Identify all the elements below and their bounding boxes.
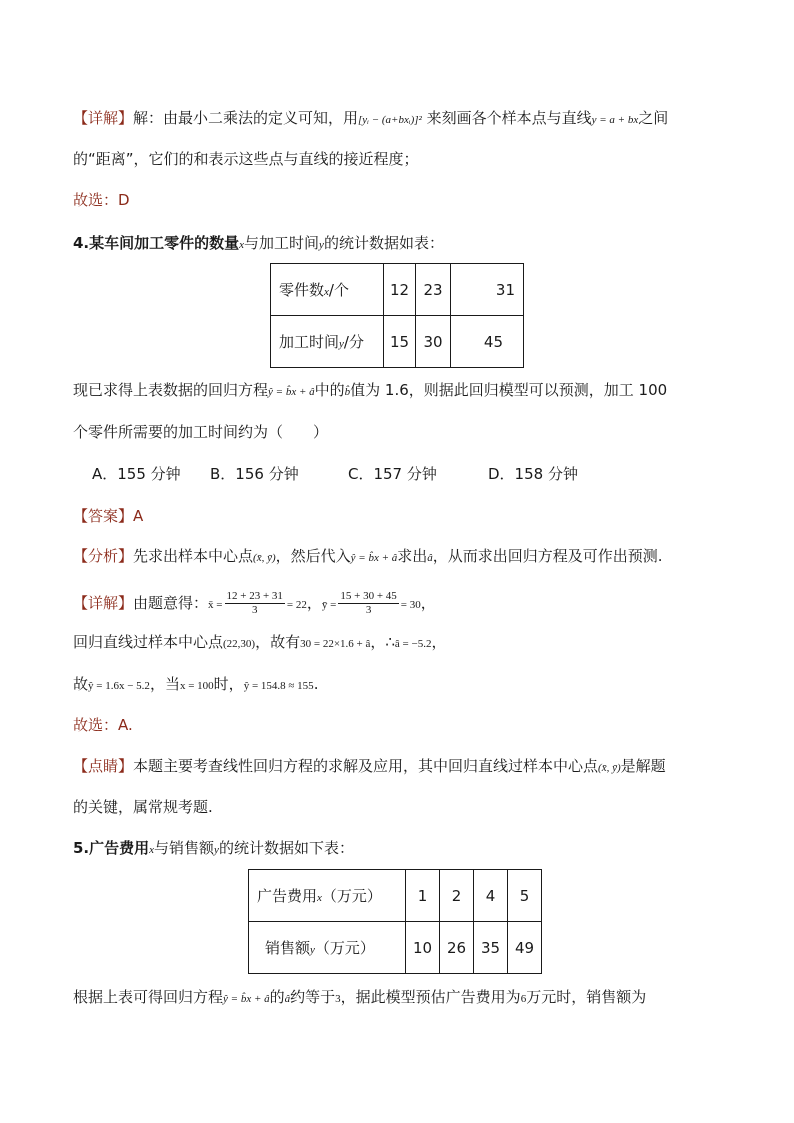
answer-line: [73, 506, 143, 526]
row-label: [271, 316, 384, 368]
detail-text-2: 来刻画各个样本点与直线: [426, 109, 592, 127]
equation: 30 = 22×1.6 + â: [300, 638, 371, 650]
table-cell: 2: [440, 870, 474, 922]
question-5-stem: [73, 838, 354, 860]
table-cell: 10: [406, 922, 440, 974]
a-hat-result: â = −5.2: [394, 638, 432, 650]
table-cell: 1: [406, 870, 440, 922]
choice-line-1: 故选：D: [73, 191, 130, 209]
a-hat: â: [427, 552, 433, 564]
analysis-text-a: 先求出样本中心点: [133, 547, 254, 565]
y-bar-label: ȳ =: [321, 599, 337, 611]
line-equation: y = a + bx: [591, 114, 639, 126]
answer-value: A: [133, 507, 144, 525]
analysis-text-b: ，然后代入: [275, 547, 351, 565]
var-y: y: [319, 239, 324, 251]
table-cell: 23: [416, 264, 451, 316]
text: 回归直线过样本中心点: [73, 633, 224, 651]
detail-line-4: [73, 674, 318, 696]
y-bar-result: = 30: [400, 599, 421, 611]
label-text: 加工时间: [279, 333, 340, 351]
detail-text-3: 之间: [638, 109, 669, 127]
q4-options: [92, 464, 578, 484]
row-label: [249, 922, 406, 974]
q5-data-table: [248, 869, 542, 974]
var-x: x: [324, 286, 329, 298]
row-label: [249, 870, 406, 922]
q5-text-line: [73, 987, 646, 1009]
fraction-denominator: 3: [251, 604, 258, 616]
note-text: 本题主要考查线性回归方程的求解及应用，其中回归直线过样本中心点: [133, 757, 599, 775]
residual-formula: [yᵢ − (a+bxᵢ)]²: [358, 114, 422, 126]
table-cell: 26: [440, 922, 474, 974]
x-bar-fraction: [225, 590, 285, 617]
q5-text-d: ，据此模型预估广告费用为: [340, 988, 521, 1006]
q5-text-a: 根据上表可得回归方程: [73, 988, 224, 1006]
note-tag: 【点睛】: [73, 757, 134, 775]
text: ，当: [149, 675, 180, 693]
q4-text-c: 值为 1.6，则据此回归模型可以预测，加工 100: [350, 381, 668, 399]
regression-equation: ŷ = b̂x + â: [223, 993, 270, 1005]
b-hat: b̂: [344, 386, 351, 398]
center-point: (22,30): [223, 638, 256, 650]
option-c: C．157 分钟: [348, 465, 437, 483]
x-bar-result: = 22: [286, 599, 307, 611]
label-text: 广告费用: [257, 887, 318, 905]
analysis-text-d: ，从而求出回归方程及可作出预测.: [432, 547, 663, 565]
label-text: 销售额: [265, 939, 311, 957]
analysis-text-c: 求出: [397, 547, 428, 565]
table-cell: 45: [451, 316, 524, 368]
table-cell: 15: [384, 316, 416, 368]
sample-center: (x̄, ȳ): [253, 552, 276, 564]
cost-value: 6: [520, 993, 527, 1005]
detail-calc-line: [73, 588, 436, 620]
a-hat: â: [284, 993, 291, 1005]
q5-text-b: 的: [269, 988, 285, 1006]
y-bar-fraction: [338, 590, 398, 617]
regression-result: ŷ = 1.6x − 5.2: [88, 680, 150, 692]
q4-stem-b: 与加工时间: [244, 234, 320, 252]
q4-text-b: 中的: [314, 381, 345, 399]
sample-center: (x̄, ȳ): [598, 762, 621, 774]
var-y: y: [214, 844, 219, 856]
analysis-line: [73, 546, 663, 568]
q4-text-line-1: [73, 380, 667, 402]
q5-stem-a: 5.广告费用: [73, 839, 150, 857]
q4-text-a: 现已求得上表数据的回归方程: [73, 381, 269, 399]
detail-text: 解：由最小二乘法的定义可知，用: [133, 109, 359, 127]
analysis-tag: 【分析】: [73, 547, 134, 565]
answer-tag: 【答案】: [73, 507, 134, 525]
detail-line-1: [73, 108, 668, 130]
option-a: A．155 分钟: [92, 465, 181, 483]
regression-equation: ŷ = b̂x + â: [268, 386, 315, 398]
regression-equation: ŷ = b̂x + â: [350, 552, 398, 564]
label-text: 零件数: [279, 281, 325, 299]
var-x: x: [239, 239, 245, 251]
detail-line-3: [73, 632, 446, 654]
q4-text-line-2: 个零件所需要的加工时间约为（ ）: [73, 423, 329, 441]
separator: ，: [420, 594, 436, 612]
row-label: [271, 264, 384, 316]
question-4-stem: [73, 233, 444, 255]
text: 故: [73, 675, 89, 693]
var-x: x: [149, 844, 155, 856]
separator: ，: [306, 594, 322, 612]
table-cell: 35: [474, 922, 508, 974]
text: .: [313, 675, 319, 693]
prediction: ŷ = 154.8 ≈ 155: [243, 680, 314, 692]
fraction-numerator: 15 + 30 + 45: [340, 590, 397, 602]
q4-stem-a: 4.某车间加工零件的数量: [73, 234, 240, 252]
detail-tag: 【详解】: [73, 594, 134, 612]
q5-text-c: 约等于: [290, 988, 336, 1006]
text: ，∴: [370, 633, 395, 651]
table-row: [271, 316, 524, 368]
table-row: [249, 870, 542, 922]
detail-tag: 【详解】: [73, 109, 134, 127]
label-unit: /个: [328, 281, 349, 299]
var-y: y: [310, 944, 315, 956]
note-text-2: 是解题: [620, 757, 666, 775]
q5-text-e: 万元时，销售额为: [526, 988, 647, 1006]
condition: x = 100: [179, 680, 214, 692]
note-line-1: [73, 756, 666, 778]
table-cell: 4: [474, 870, 508, 922]
text: 时，: [213, 675, 244, 693]
label-unit: /分: [343, 333, 364, 351]
q5-stem-c: 的统计数据如下表：: [218, 839, 354, 857]
table-cell: 12: [384, 264, 416, 316]
a-value: 3: [335, 993, 341, 1005]
detail-line-2: 的“距离”，它们的和表示这些点与直线的接近程度；: [73, 150, 419, 168]
fraction-denominator: 3: [365, 604, 372, 616]
table-cell: 31: [451, 264, 524, 316]
fraction-numerator: 12 + 23 + 31: [226, 590, 283, 602]
table-row: [249, 922, 542, 974]
table-cell: 49: [508, 922, 542, 974]
text: ，: [431, 633, 447, 651]
option-b: B．156 分钟: [210, 465, 299, 483]
var-x: x: [317, 892, 322, 904]
x-bar-label: x̄ =: [208, 599, 223, 611]
table-cell: 5: [508, 870, 542, 922]
table-cell: 30: [416, 316, 451, 368]
label-unit: （万元）: [321, 887, 382, 905]
choice-line-2: 故选：A.: [73, 716, 133, 734]
q4-stem-c: 的统计数据如表：: [323, 234, 444, 252]
q4-data-table: [270, 263, 524, 368]
q5-stem-b: 与销售额: [154, 839, 215, 857]
detail-text: 由题意得：: [133, 594, 209, 612]
label-unit: （万元）: [314, 939, 375, 957]
text: ，故有: [255, 633, 301, 651]
var-y: y: [339, 338, 344, 350]
note-line-2: 的关键，属常规考题.: [73, 798, 213, 816]
option-d: D．158 分钟: [488, 465, 578, 483]
table-row: [271, 264, 524, 316]
